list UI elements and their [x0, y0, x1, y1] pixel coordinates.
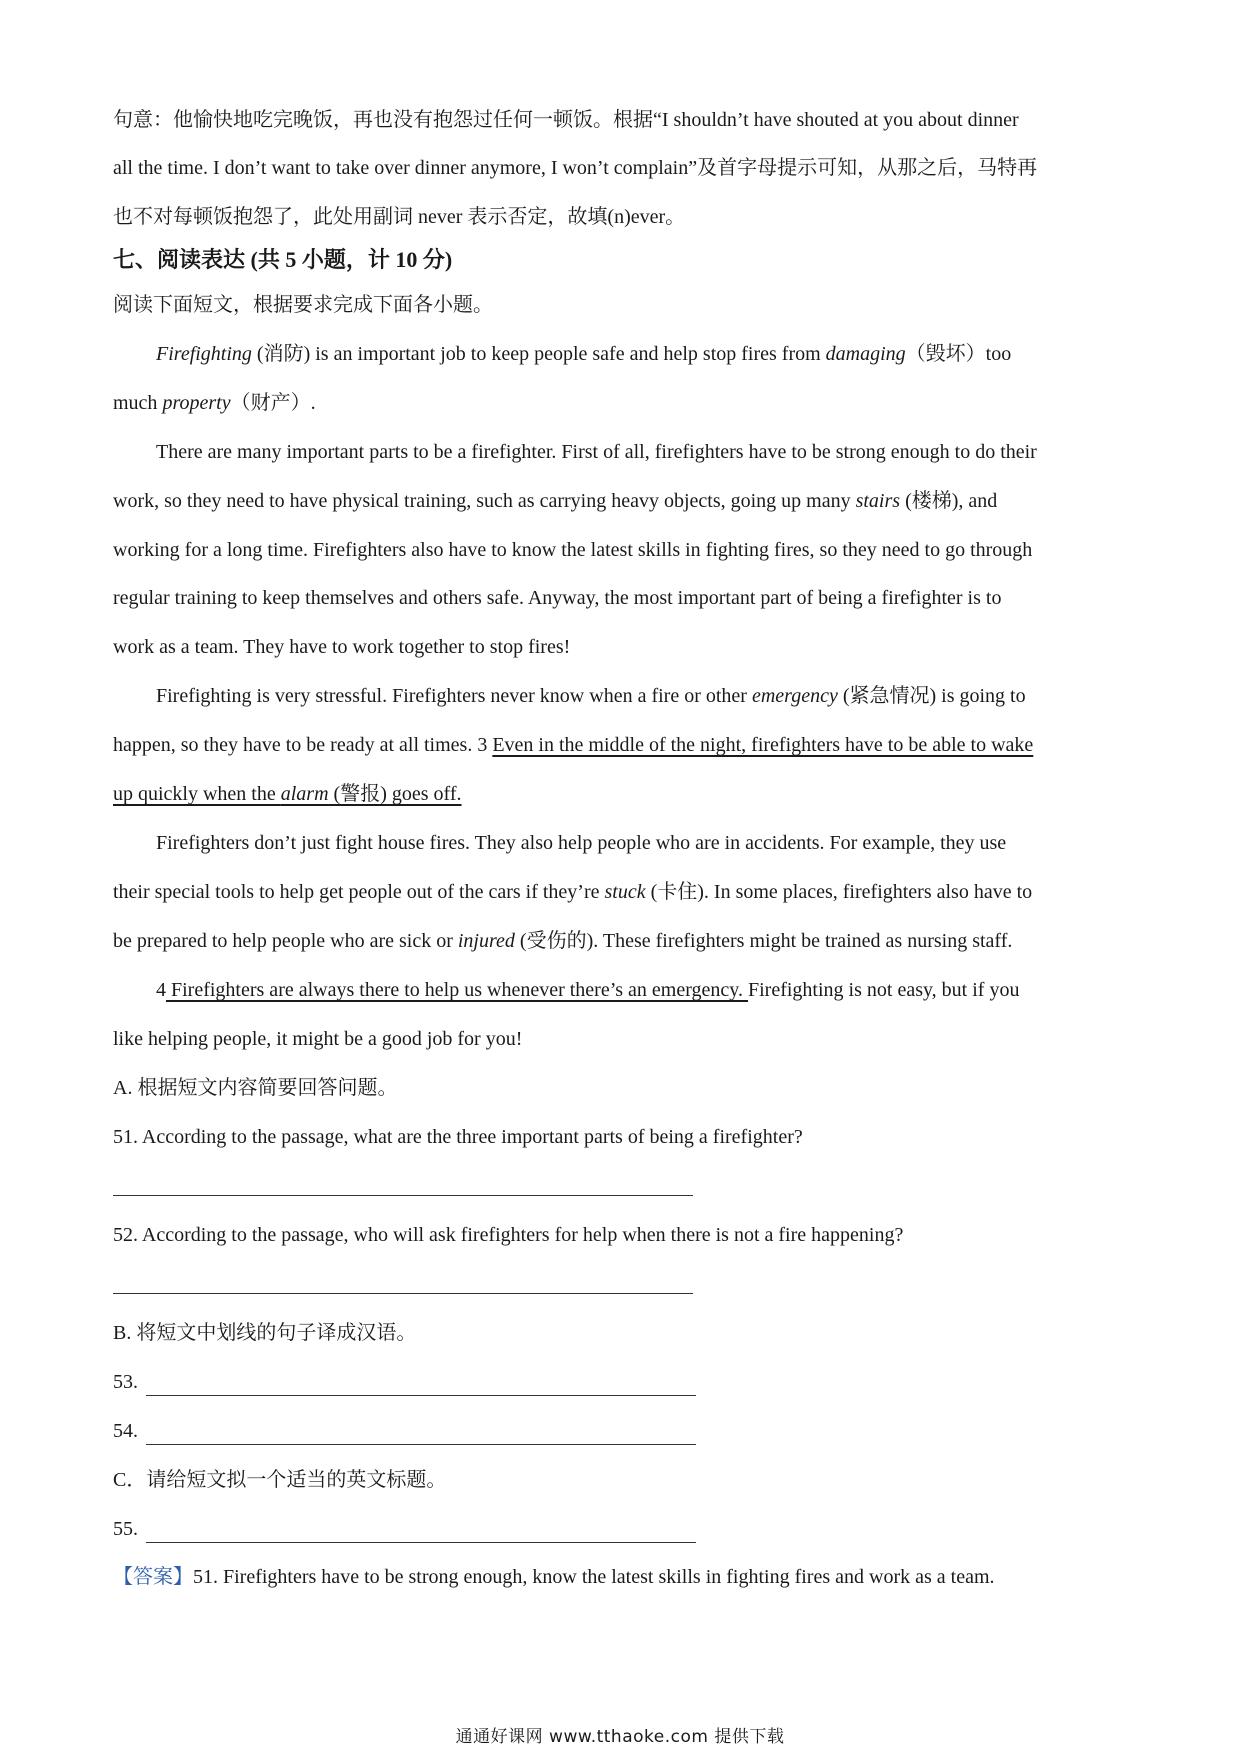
- vocab-word: damaging: [825, 343, 906, 365]
- carryover-line: 也不对每顿饭抱怨了，此处用副词 never 表示否定，故填(n)ever。: [113, 206, 686, 228]
- passage-line: Firefighting (消防) is an important job to keep people safe and help stop fires from damaging（毁坏）too: [156, 343, 1012, 365]
- passage-line: be prepared to help people who are sick or injured (受伤的). These firefighters might be trained as nursing staff.: [113, 930, 1013, 952]
- question-53: 53.: [113, 1368, 696, 1396]
- vocab-word: emergency: [751, 685, 838, 707]
- question-54: 54.: [113, 1417, 696, 1445]
- part-a-heading: A. 根据短文内容简要回答问题。: [113, 1077, 398, 1099]
- page-footer: 通通好课网 www.tthaoke.com 提供下载: [455, 1727, 785, 1747]
- section-instruction: 阅读下面短文，根据要求完成下面各小题。: [113, 294, 493, 316]
- answer-line: [113, 1563, 995, 1591]
- section-heading: 七、阅读表达 (共 5 小题，计 10 分): [113, 247, 453, 272]
- passage-line: like helping people, it might be a good job for you!: [113, 1028, 523, 1050]
- vocab-word: Firefighting: [156, 343, 252, 365]
- passage-line: [113, 780, 462, 808]
- carryover-line: 句意：他愉快地吃完晚饭，再也没有抱怨过任何一顿饭。根据“I shouldn’t have shouted at you about dinner: [113, 109, 1019, 131]
- question-51: 51. According to the passage, what are the three important parts of being a firefighter?: [113, 1126, 803, 1148]
- passage-line: Firefighting is very stressful. Firefighters never know when a fire or other emergency (紧急情况) is going to: [156, 685, 1026, 707]
- passage-line: happen, so they have to be ready at all times. 3 Even in the middle of the night, firefighters have to be able to wake: [113, 734, 1034, 756]
- question-55: 55.: [113, 1515, 696, 1543]
- question-52: 52. According to the passage, who will ask firefighters for help when there is not a fire happening?: [113, 1224, 904, 1246]
- vocab-word: injured: [457, 930, 515, 952]
- passage-line: regular training to keep themselves and others safe. Anyway, the most important part of being a firefighter is to: [113, 587, 1002, 609]
- answer-line-52[interactable]: [113, 1293, 693, 1294]
- vocab-word: property: [162, 392, 231, 414]
- passage-line: their special tools to help get people out of the cars if they’re stuck (卡住). In some places, firefighters also have to: [113, 881, 1033, 903]
- passage-line: work, so they need to have physical training, such as carrying heavy objects, going up many stairs (楼梯), and: [113, 490, 998, 512]
- passage-line: 4 Firefighters are always there to help us whenever there’s an emergency. Firefighting is not easy, but if you: [156, 979, 1020, 1001]
- answer-line-55[interactable]: [146, 1520, 696, 1543]
- carryover-line: all the time. I don’t want to take over dinner anymore, I won’t complain”及首字母提示可知，从那之后，马特再: [113, 157, 1038, 179]
- passage-line: working for a long time. Firefighters also have to know the latest skills in fighting fires, so they need to go through: [113, 539, 1033, 561]
- answer-tag: 【答案】: [113, 1566, 193, 1588]
- answer-text: 51. Firefighters have to be strong enough, know the latest skills in fighting fires and work as a team.: [193, 1566, 995, 1588]
- underlined-sentence-4: Firefighters are always there to help us whenever there’s an emergency.: [166, 979, 748, 1001]
- underlined-sentence-3: up quickly when the alarm (警报) goes off.: [113, 783, 462, 805]
- passage-line: work as a team. They have to work together to stop fires!: [113, 636, 571, 658]
- vocab-word: alarm: [280, 783, 329, 805]
- underlined-sentence-3: Even in the middle of the night, firefighters have to be able to wake: [492, 734, 1034, 756]
- part-c-heading: C．请给短文拟一个适当的英文标题。: [113, 1469, 447, 1491]
- passage-line: much property（财产）.: [113, 392, 316, 414]
- passage-line: There are many important parts to be a firefighter. First of all, firefighters have to be strong enough to do their: [156, 441, 1037, 463]
- answer-line-54[interactable]: [146, 1422, 696, 1445]
- vocab-word: stuck: [604, 881, 646, 903]
- answer-line-51[interactable]: [113, 1195, 693, 1196]
- answer-line-53[interactable]: [146, 1373, 696, 1396]
- vocab-word: stairs: [855, 490, 901, 512]
- part-b-heading: B. 将短文中划线的句子译成汉语。: [113, 1322, 417, 1344]
- passage-line: Firefighters don’t just fight house fires. They also help people who are in accidents. For example, they use: [156, 832, 1007, 854]
